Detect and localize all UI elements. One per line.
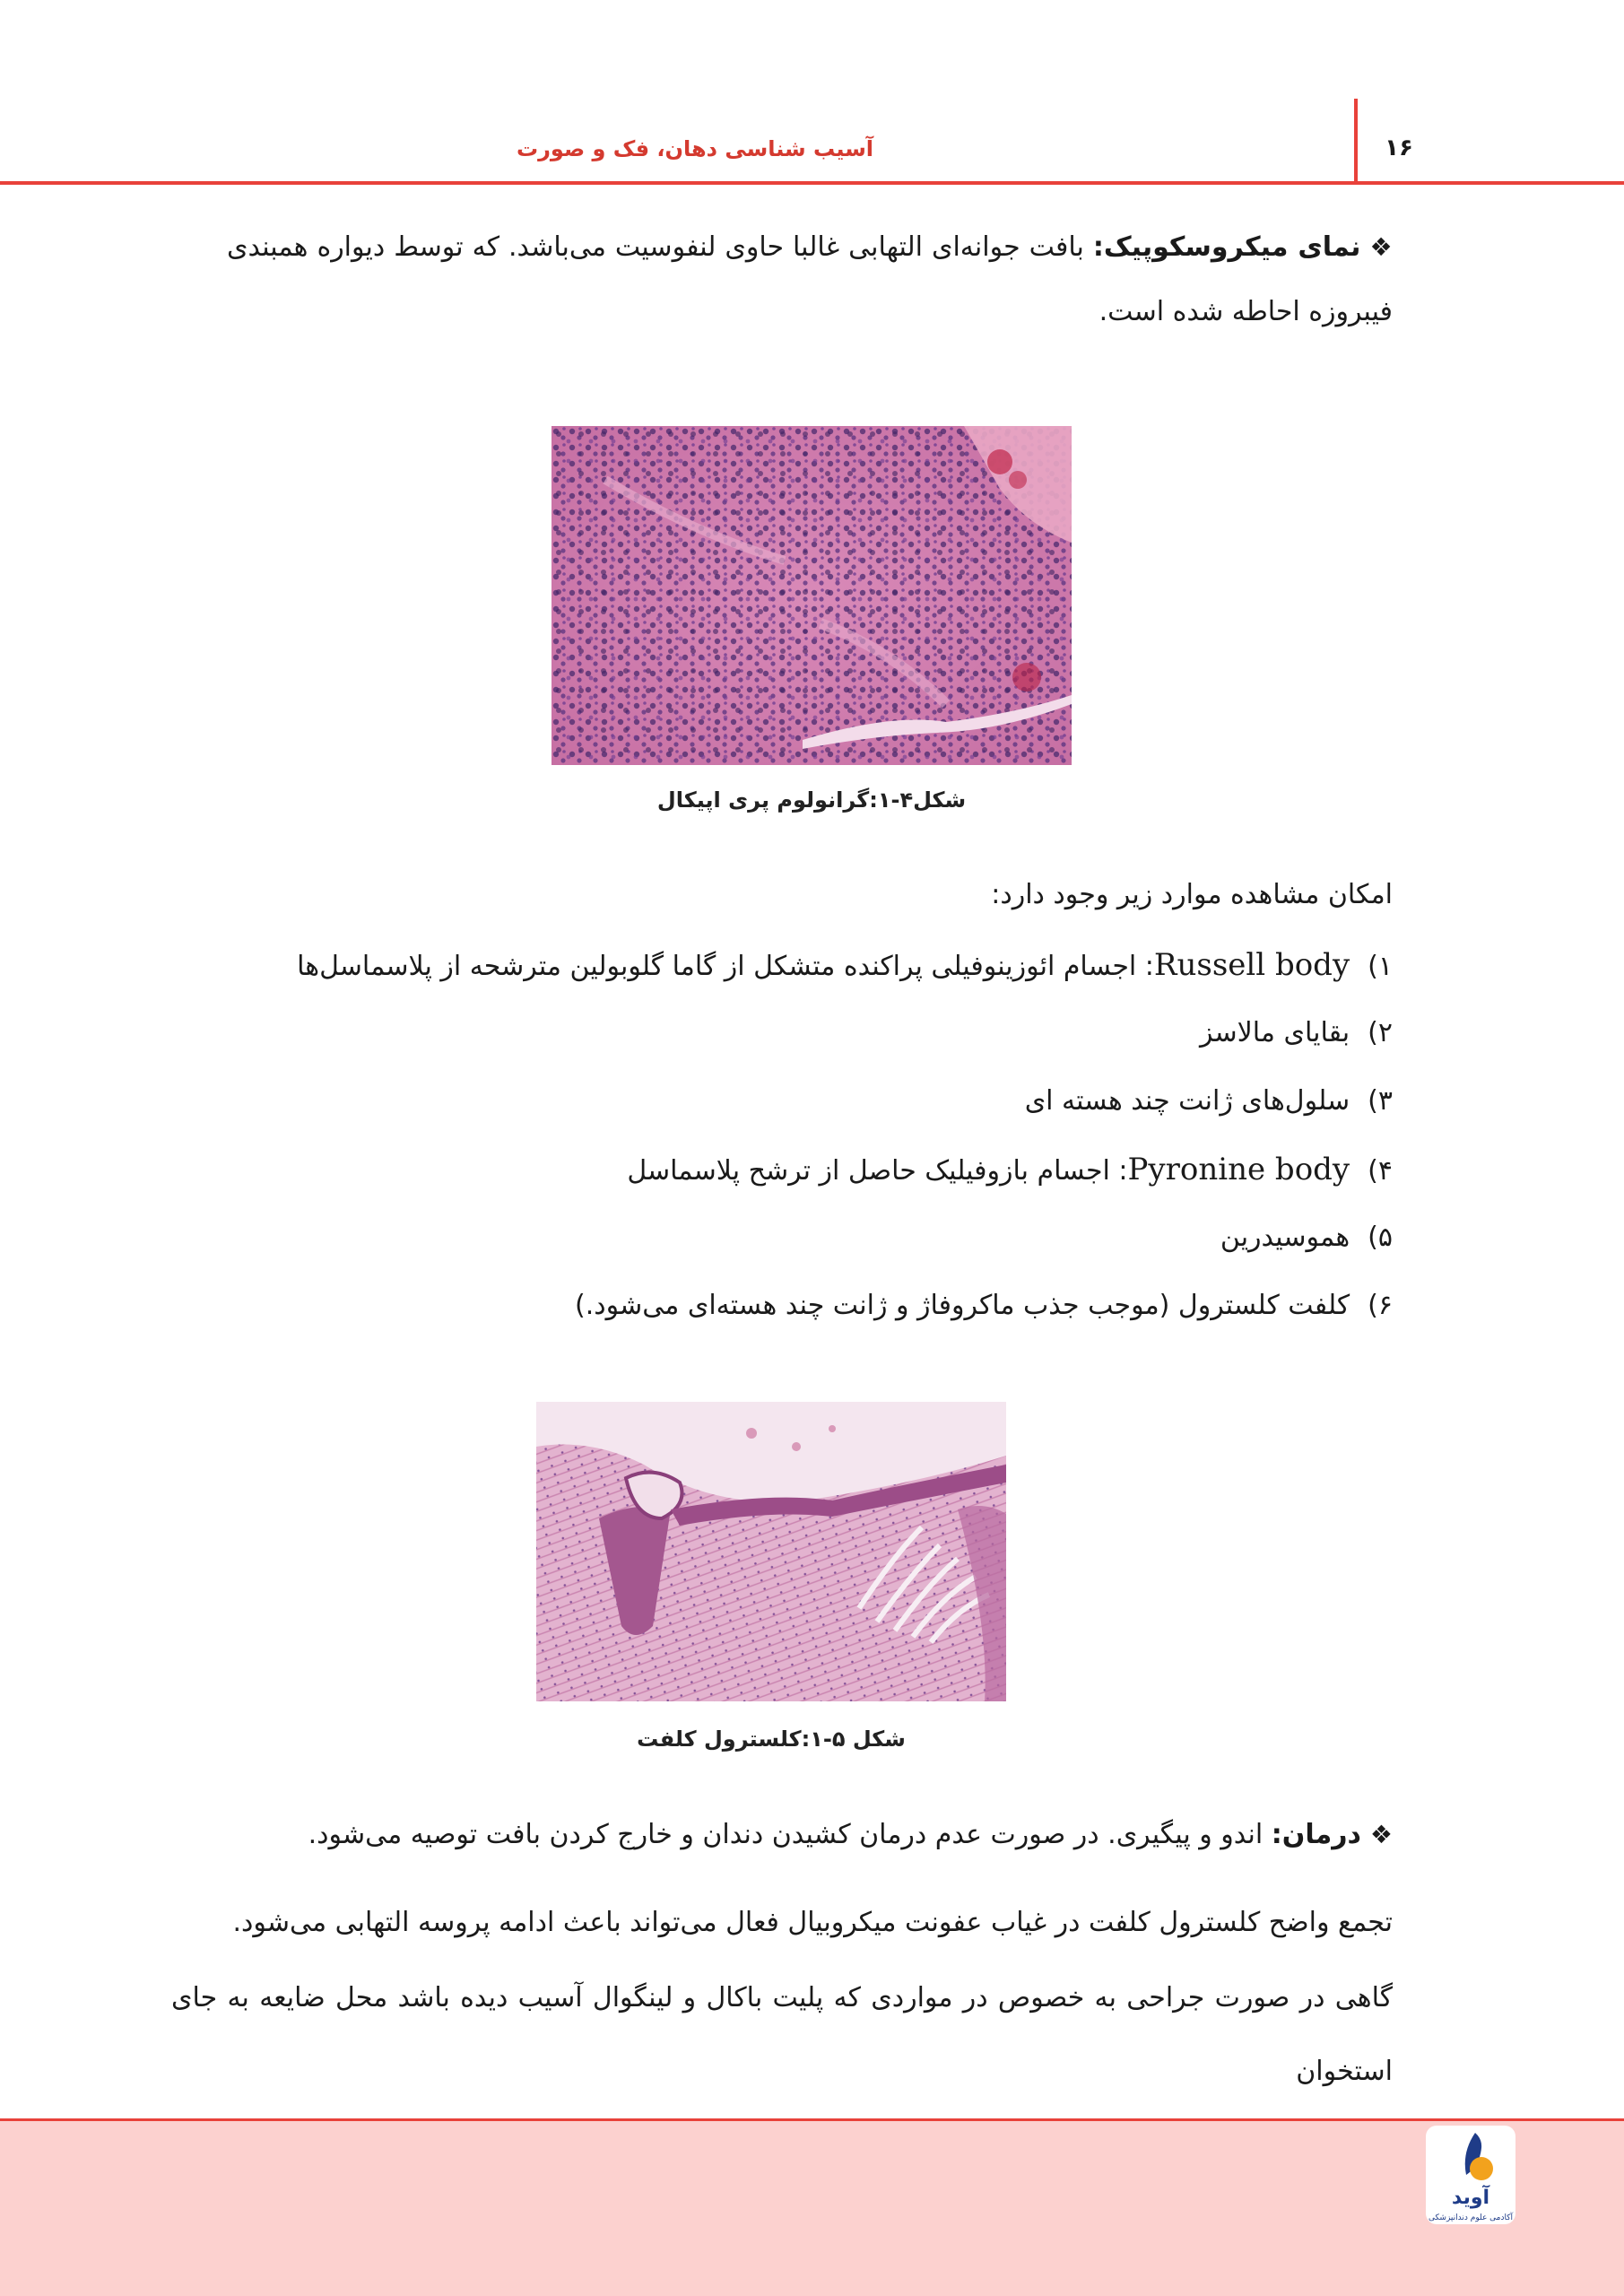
diamond-bullet-icon: ❖ (1369, 1820, 1393, 1849)
figure-cholesterol-cleft (536, 1402, 1006, 1701)
list-latin-term: Russell body (1153, 947, 1350, 983)
list-number: ۶) (1368, 1290, 1393, 1321)
logo-flame-icon (1426, 2126, 1515, 2188)
header-divider (1354, 99, 1358, 185)
running-header-title: آسیب شناسی دهان، فک و صورت (516, 136, 874, 161)
intro-text: امکان مشاهده موارد زیر وجود دارد: (991, 879, 1393, 910)
list-item (227, 1069, 1393, 1137)
cholesterol-paragraph: تجمع واضح کلسترول کلفت در غیاب عفونت میکروبیال فعال می‌تواند باعث ادامه پروسه التهابی می‌شود. (232, 1907, 1393, 1938)
list-text: : اجسام بازوفیلیک حاصل از ترشح پلاسماسل (627, 1155, 1128, 1187)
diamond-bullet-icon: ❖ (1369, 232, 1393, 262)
list-number: ۳) (1368, 1085, 1393, 1117)
list-number: ۱) (1368, 951, 1393, 982)
list-item (227, 1001, 1393, 1069)
list-latin-term: Pyronine body (1127, 1152, 1350, 1187)
list-text: بقایای مالاسز (1199, 1017, 1350, 1048)
list-number: ۵) (1368, 1222, 1393, 1253)
treatment-paragraph (227, 1803, 1393, 1867)
list-item (227, 1205, 1393, 1274)
list-item (227, 1274, 1393, 1342)
figure2-caption: شکل ۵-۱:کلسترول کلفت (637, 1726, 906, 1752)
list-number: ۲) (1368, 1017, 1393, 1048)
list-item (227, 933, 1393, 1001)
page-number: ۱۶ (1385, 135, 1413, 161)
microscopic-line2: فیبروزه احاطه شده است. (1099, 296, 1393, 327)
findings-list (227, 933, 1393, 1342)
logo-name: آوید (1451, 2187, 1490, 2209)
list-number: ۴) (1368, 1155, 1393, 1187)
histology-image-2 (536, 1402, 1006, 1701)
microscopic-line1: بافت جوانه‌ای التهابی غالبا حاوی لنفوسیت می‌باشد. که توسط دیواره همبندی (227, 231, 1084, 263)
microscopic-paragraph (227, 215, 1393, 344)
list-text: هموسیدرین (1220, 1222, 1350, 1253)
surgery-line1: گاهی در صورت جراحی به خصوص در مواردی که پلیت باکال و لینگوال آسیب دیده باشد محل ضایعه به جای استخوان (171, 1982, 1393, 2087)
figure-periapical-granuloma (551, 426, 1072, 765)
list-item (227, 1137, 1393, 1205)
list-text: کلفت کلسترول (موجب جذب ماکروفاژ و ژانت چند هسته‌ای می‌شود.) (575, 1290, 1350, 1321)
logo-subtitle: آکادمی علوم دندانپزشکی (1428, 2213, 1514, 2222)
treatment-label: درمان: (1271, 1819, 1361, 1850)
list-text: سلول‌های ژانت چند هسته ای (1024, 1085, 1350, 1117)
publisher-logo (1426, 2126, 1515, 2224)
figure1-caption: شکل۴-۱:گرانولوم پری اپیکال (656, 787, 967, 813)
header-rule (0, 181, 1624, 185)
histology-image-1 (551, 426, 1072, 765)
microscopic-label: نمای میکروسکوپیک: (1092, 231, 1361, 263)
list-text: : اجسام ائوزینوفیلی پراکنده متشکل از گاما گلوبولین مترشحه از پلاسماسل‌ها (297, 951, 1154, 982)
footer-band (0, 2121, 1624, 2296)
treatment-text: اندو و پیگیری. در صورت عدم درمان کشیدن دندان و خارج کردن بافت توصیه می‌شود. (308, 1819, 1264, 1850)
